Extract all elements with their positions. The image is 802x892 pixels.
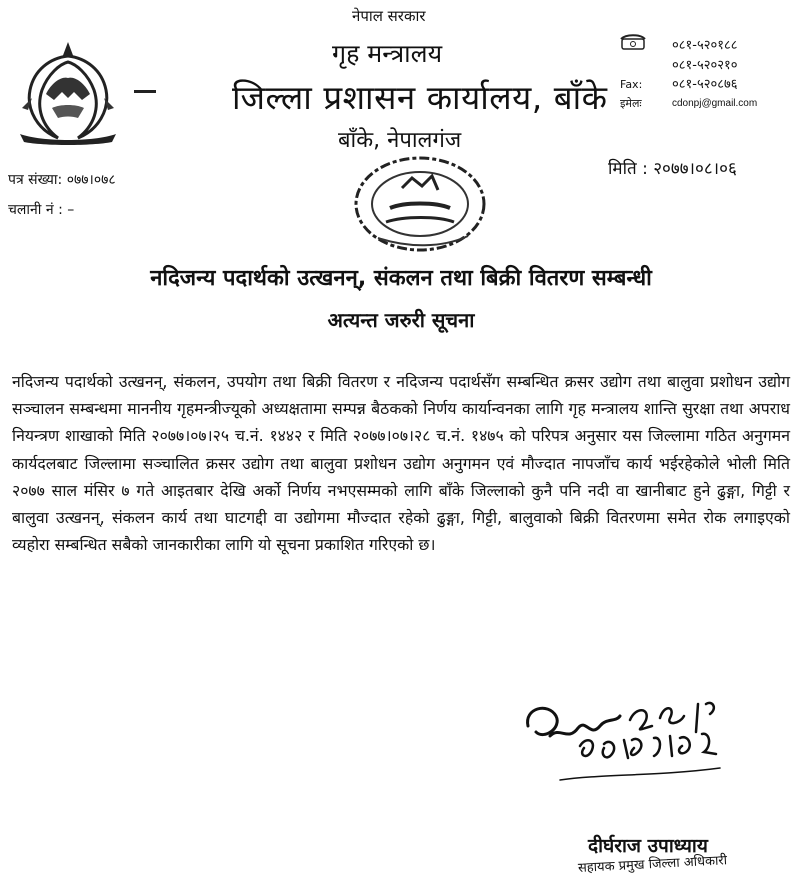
phone-number-2: ०८१-५२०२१० (672, 58, 738, 73)
email-row (620, 94, 757, 113)
chalani-number: चलानी नं : – (8, 202, 75, 218)
office-location: बाँके, नेपालगंज (338, 128, 462, 153)
letter-date: मिति : २०७७।०८।०६ (608, 159, 737, 179)
fax-number: ०८१-५२०८७६ (672, 77, 738, 92)
notice-subheading: अत्यन्त जरुरी सूचना (327, 308, 475, 332)
phone-number-1: ०८१-५२०१८८ (672, 37, 738, 53)
reference-block (8, 165, 116, 225)
office-seal-stamp (338, 148, 498, 258)
phone-icon (620, 34, 672, 56)
signer-title: सहायक प्रमुख जिल्ला अधिकारी (577, 853, 728, 876)
email-address: cdonpj@gmail.com (672, 98, 758, 109)
handwritten-signature (520, 696, 780, 788)
decorative-dash (134, 90, 156, 93)
signer-name: दीर्घराज उपाध्याय (588, 835, 708, 857)
notice-heading: नदिजन्य पदार्थको उत्खनन्, संकलन तथा बिक्री वितरण सम्बन्धी (150, 266, 652, 291)
fax-row (620, 75, 757, 94)
contact-block (620, 34, 757, 113)
email-label: इमेलः (620, 97, 642, 110)
phone-row-2 (620, 56, 757, 75)
phone-row-1 (620, 34, 757, 56)
fax-label: Fax: (620, 78, 643, 91)
patra-sankhya: पत्र संख्या: ०७७।०७८ (8, 172, 116, 188)
notice-body: नदिजन्य पदार्थको उत्खनन्, संकलन, उपयोग तथा बिक्री वितरण र नदिजन्य पदार्थसँग सम्बन्धित क्रसर उद्योग तथा बालुवा प्रशोधन उद्योग सञ्चालन सम्बन्धमा माननीय गृहमन्त्रीज्यूको अध्यक्षतामा सम्पन्न बैठकको निर्णय कार्यान्वनका लागि गृह मन्त्रालय शान्ति सुरक्षा तथा अपराध नियन्त्रण शाखाको मिति २०७७।०७।२५ च.नं. १४४२ र मिति २०७७।०७।२८ च.नं. १४७५ को परिपत्र अनुसार यस जिल्लामा गठित अनुगमन कार्यदलबाट जिल्लामा सञ्चालित क्रसर उद्योग तथा बालुवा प्रशोधन उद्योग अनुगमन एवं मौज्दात नापजाँच कार्य भईरहेकोले भोली मिति २०७७ साल मंसिर ७ गते आइतबार देखि अर्को निर्णय नभएसम्मको लागि बाँके जिल्लाको कुनै पनि नदी वा खानीबाट हुने ढुङ्गा, गिट्टी र बालुवा उत्खनन्, संकलन कार्य तथा घाटगद्दी वा उद्योगमा मौज्दात रहेको ढुङ्गा, गिट्टी, बालुवाको बिक्री वितरणमा समेत रोक लगाइएको व्यहोरा सम्बन्धित सबैको जानकारीका लागि यो सूचना प्रकाशित गरिएको छ। (12, 372, 790, 555)
government-name: नेपाल सरकार (352, 7, 426, 25)
office-name: जिल्ला प्रशासन कार्यालय, बाँके (232, 78, 608, 117)
nepal-emblem-icon (12, 38, 124, 146)
ministry-name: गृह मन्त्रालय (332, 39, 443, 68)
